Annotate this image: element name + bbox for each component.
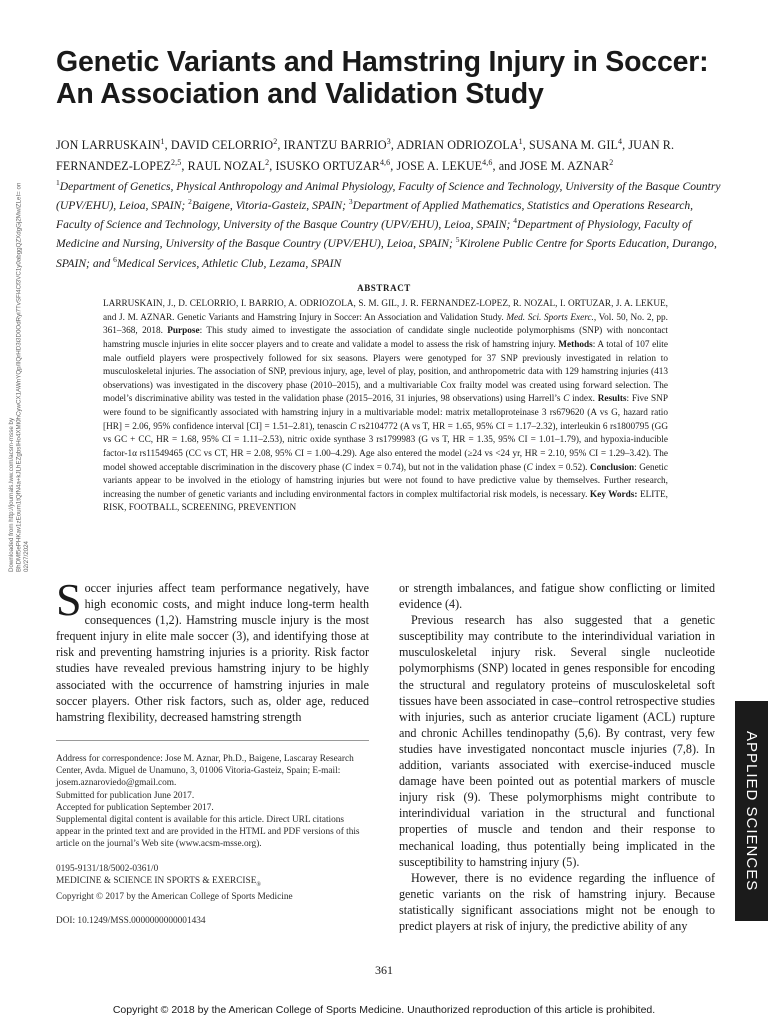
body-paragraph: Previous research has also suggested that a genetic susceptibility may contribute to the interindividual variation in musculoskeletal injury risk. Several single nucleotide polymorphisms (SNP) located in genes responsible for encoding the structural and regulatory proteins of musculoskeletal soft tissues have been associated in case–control retrospective studies with injuries, such as anterior cruciate ligament (ACL) rupture and chronic Achilles tendinopathy (5,6). By contrast, very few studies have investigated noncontact muscle injuries (7,8). In addition, variants associated with exercise-induced muscle damage have been pointed out as potential markers of muscle injury risk (9). These polymorphisms might contribute to interindividual variation in the structural and functional properties of muscle and tendon and their response to mechanical loading, thus potentially being implicated in the susceptibility to hamstring injury (5).	[399, 613, 715, 869]
footnote-divider	[56, 740, 369, 741]
author[interactable]: DAVID CELORRIO$^2$	[170, 137, 278, 153]
accepted-date: Accepted for publication September 2017.	[56, 802, 214, 813]
author[interactable]: ISUSKO ORTUZAR$^{4,6}$	[275, 158, 391, 174]
page-number: 361	[375, 963, 393, 977]
article-title: Genetic Variants and Hamstring Injury in Soccer: An Association and Validation Study	[56, 46, 709, 110]
correspondence-note: Address for correspondence: Jose M. Aznar, Ph.D., Baigene, Lascaray Research Center, Avda. Miguel de Unamuno, 3, 01006 Vitoria-Gasteiz, Spain; E-mail: josem.aznaroviedo@gmail.com.	[56, 754, 354, 789]
body-paragraph: occer injuries affect team performance negatively, have high economic costs, and might induce long-term health consequences (1,2). Hamstring muscle injury is the most frequent injury in elite male soccer (3), and identifying those at risk and preventing hamstring injuries is a priority. Risk factor studies have revealed previous hamstring injury to be highly associated with the occurrence of hamstring injuries in male soccer players. Other risk factors, such as, older age, reduced hamstring flexibility, decreased hamstring strength	[56, 581, 369, 724]
section-tab-label: APPLIED SCIENCES	[743, 730, 760, 892]
submitted-date: Submitted for publication June 2017.	[56, 790, 195, 801]
copyright-footer: Copyright © 2018 by the American College of Sports Medicine. Unauthorized reproduction of this article is prohibited.	[112, 1004, 656, 1016]
affiliations: $^1$Department of Genetics, Physical Anthropology and Animal Physiology, Faculty of Science and Technology, University of the Basque Country (UPV/EHU), Leioa, SPAIN; $^2$Baigene, Vitoria-Gasteiz, SPAIN; $^3$Department of Applied Mathematics, Statistics and Operations Research, Faculty of Science and Technology, University of the Basque Country (UPV/EHU), Leioa, SPAIN; $^4$Department of Physiology, Faculty of Medicine and Nursing, University of the Basque Country (UPV/EHU), Leioa, SPAIN; $^5$Kirolene Public Centre for Sports Education, Durango, SPAIN; and $^6$Medical Services, Athletic Club, Lezama, SPAIN	[56, 178, 721, 270]
body-paragraph: However, there is no evidence regarding the influence of genetic variants on the risk of hamstring injury. Because statistically significant associations might not be enough to predict players at risk of injury, the predictive ability of any	[399, 870, 715, 933]
author[interactable]: ADRIAN ODRIOZOLA$^1$	[396, 137, 523, 153]
body-paragraph: or strength imbalances, and fatigue show conflicting or limited evidence (4).	[399, 581, 715, 612]
author[interactable]: IRANTZU BARRIO$^3$	[283, 137, 391, 153]
author[interactable]: SUSANA M. GIL$^4$	[529, 137, 623, 153]
copyright-note: Copyright © 2017 by the American College of Sports Medicine	[56, 891, 293, 902]
body-column-right	[399, 580, 715, 934]
author[interactable]: JUAN R. FERNANDEZ-LOPEZ$^{2,5}$	[56, 138, 675, 174]
abstract-heading: ABSTRACT	[357, 283, 411, 293]
author[interactable]: RAUL NOZAL$^2$	[187, 158, 270, 174]
issn: 0195-9131/18/5002-0361/0	[56, 863, 159, 874]
author-list: JON LARRUSKAIN$^1$, DAVID CELORRIO$^2$, IRANTZU BARRIO$^3$, ADRIAN ODRIOZOLA$^1$, SUSANA M. GIL$^4$, JUAN R. FERNANDEZ-LOPEZ$^{2,5}$, RAUL NOZAL$^2$, ISUSKO ORTUZAR$^{4,6}$, JOSE A. LEKUE$^{4,6}$, and JOSE M. AZNAR$^2$	[56, 137, 675, 174]
author[interactable]: JON LARRUSKAIN$^1$	[56, 137, 165, 153]
body-column-left	[56, 574, 369, 725]
download-watermark: Downloaded from http://journals.lww.com/acsm-msse by BhDMf5ePHKav1zEoum1tQfN4a+kJLhEZgbsIHo4XMi0hCywCX1AWnYQp/IlQrHD3i3D0OdRyi7TvSFl4Cf3VC1y0abggQZXdgGj2MwlZLeI= on 02/27/2024	[8, 182, 30, 572]
footnotes	[56, 753, 369, 927]
author[interactable]: JOSE A. LEKUE$^{4,6}$	[396, 158, 493, 174]
journal-name: MEDICINE & SCIENCE IN SPORTS & $EXERCISE_®$	[56, 875, 261, 888]
abstract-body: LARRUSKAIN, J., D. CELORRIO, I. BARRIO, A. ODRIOZOLA, S. M. GIL, J. R. FERNANDEZ-LOPEZ, R. NOZAL, I. ORTUZAR, J. A. LEKUE, and J. M. AZNAR. Genetic Variants and Hamstring Injury in Soccer: An Association and Validation Study. Med. Sci. Sports Exerc., Vol. 50, No. 2, pp. 361–368, 2018. Purpose: This study aimed to investigate the association of candidate single nucleotide polymorphisms (SNP) with noncontact hamstring muscle injuries in elite soccer players and to create and validate a model to assess the risk of hamstring injury. Methods: A total of 107 elite male outfield players were prospectively followed for six seasons. Players were genotyped for 37 SNP previously investigated in relation to musculoskeletal injuries. The association of SNP, previous injury, age, level of play, position, and anthropometric data with 129 hamstring injuries (413 observations) was investigated in the discovery phase (2010–2015), and a multivariable Cox frailty model was created using forward selection. The model’s discriminative ability was tested in the validation phase (2015–2016, 31 injuries, 98 observations) using Harrell’s C index. Results: Five SNP were found to be significantly associated with hamstring injury in a multivariable model: matrix metalloproteinase 3 rs679620 (A vs G, hazard ratio [HR] = 2.06, 95% confidence interval [CI] = 1.51–2.81), tenascin C rs2104772 (A vs T, HR = 1.65, 95% CI = 1.17–2.32), interleukin 6 rs1800795 (GG vs GC + CC, HR = 1.68, 95% CI = 1.11–2.53), nitric oxide synthase 3 rs1799983 (G vs T, HR = 1.35, 95% CI = 1.01–1.79), and hypoxia-inducible factor-1α rs11549465 (CC vs CT, HR = 2.08, 95% CI = 1.00–4.29). Age also entered the model (≥24 vs <24 yr, HR = 2.10, 95% CI = 1.29–3.42). The model showed acceptable discrimination in the discovery phase (C index = 0.74), but not in the validation phase (C index = 0.52). Conclusion: Genetic variants appear to be involved in the etiology of hamstring injuries but were not found to have predictive value by themselves. Further research, increasing the number of genetic variants and including environmental factors in complex multifactorial risk models, is necessary. Key Words: ELITE, RISK, FOOTBALL, SCREENING, PREVENTION	[103, 299, 669, 514]
drop-cap: S	[56, 574, 82, 625]
doi-link[interactable]: DOI: 10.1249/MSS.0000000000001434	[56, 916, 206, 927]
supplemental-note: Supplemental digital content is available for this article. Direct URL citations appear in the printed text and are provided in the HTML and PDF versions of this article on the journal’s Web site (www.acsm-msse.org).	[56, 815, 360, 850]
author[interactable]: JOSE M. AZNAR$^2$	[519, 158, 614, 174]
section-tab	[735, 701, 768, 921]
